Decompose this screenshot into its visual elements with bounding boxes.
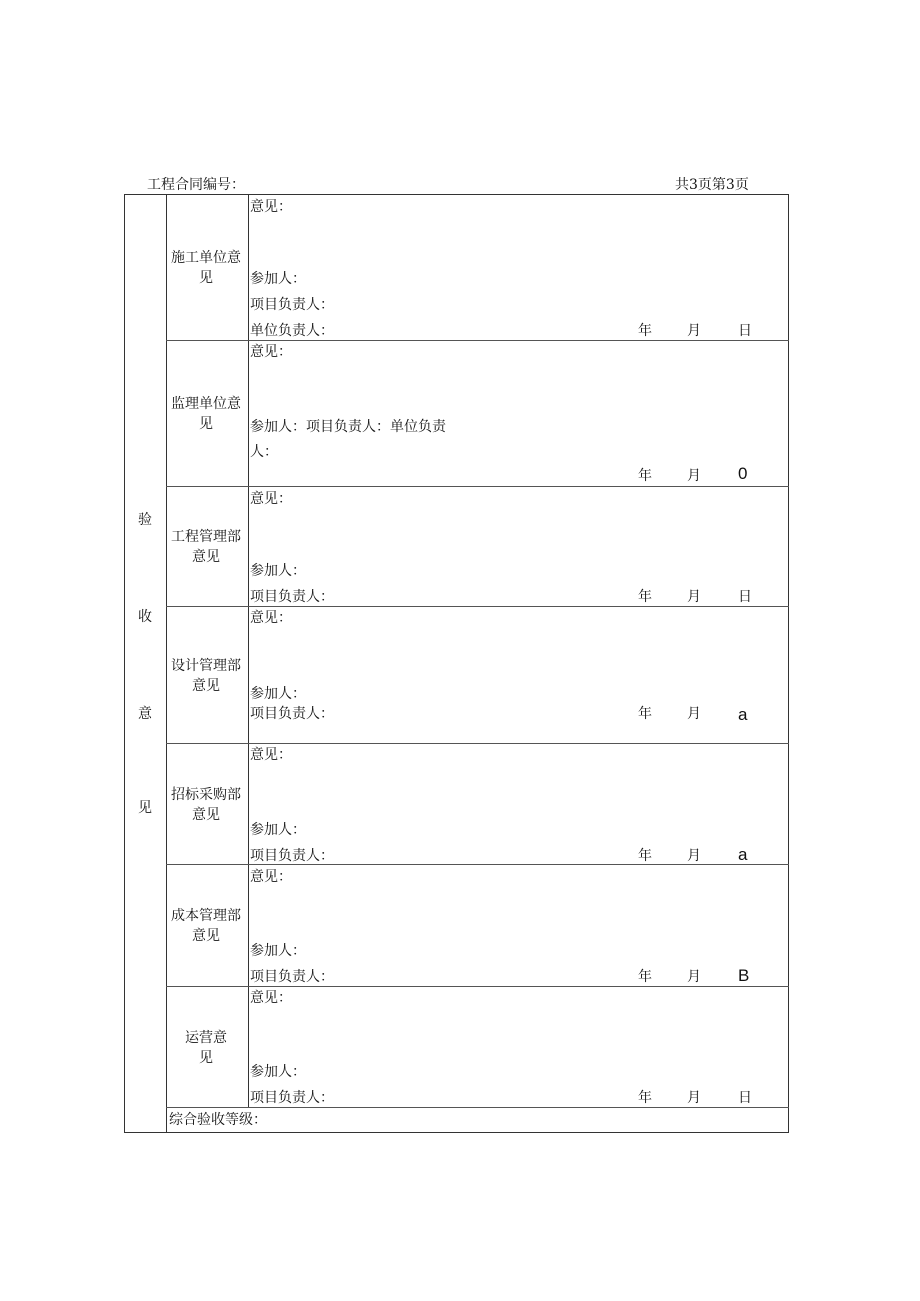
project-lead-label: 项目负责人：: [250, 969, 334, 985]
contract-number-label: 工程合同编号：: [147, 177, 245, 193]
date-day: 日: [738, 323, 752, 339]
participants-label: 参加人：: [250, 943, 306, 959]
opinion-label: 意见：: [250, 990, 292, 1006]
participants-label: 参加人：: [250, 271, 306, 287]
participants-label: 参加人：: [250, 686, 306, 702]
date-day: a: [738, 845, 748, 864]
participants-label: 参加人：: [250, 822, 306, 838]
date-month: 月: [687, 848, 701, 864]
date-month: 月: [687, 969, 701, 985]
date-month: 月: [687, 589, 701, 605]
participants-label: 参加人：: [250, 1064, 306, 1080]
date-month: 月: [687, 1090, 701, 1106]
date-day: a: [738, 705, 748, 724]
opinion-label: 意见：: [250, 344, 292, 360]
section-label: 运营意见: [185, 1030, 227, 1066]
date-day: 0: [738, 464, 748, 483]
unit-lead-label: 单位负责人：: [250, 323, 334, 339]
col-divider-2: [248, 194, 249, 1108]
project-lead-label: 项目负责人：: [250, 589, 334, 605]
date-year: 年: [638, 848, 652, 864]
date-year: 年: [638, 323, 652, 339]
row-divider: [166, 743, 789, 744]
opinion-label: 意见：: [250, 610, 292, 626]
opinion-label: 意见：: [250, 491, 292, 507]
row-divider: [166, 986, 789, 987]
section-label: 设计管理部意见: [171, 658, 241, 694]
section-label: 成本管理部意见: [171, 908, 241, 944]
row-divider: [166, 486, 789, 487]
side-label-char: 见: [138, 800, 152, 816]
side-label-char: 意: [138, 706, 152, 722]
summary-grade-label: 综合验收等级：: [169, 1112, 267, 1128]
date-month: 月: [687, 706, 701, 722]
participants-inline-cont: 人：: [250, 444, 278, 460]
date-year: 年: [638, 468, 652, 484]
project-lead-label: 项目负责人：: [250, 297, 334, 313]
section-label: 施工单位意见: [171, 250, 241, 286]
section-label: 招标采购部意见: [171, 787, 241, 823]
date-day: B: [738, 966, 750, 985]
project-lead-label: 项目负责人：: [250, 1090, 334, 1106]
section-label: 监理单位意见: [171, 396, 241, 432]
side-label-char: 收: [138, 609, 152, 625]
section-label: 工程管理部意见: [171, 529, 241, 565]
opinion-label: 意见：: [250, 199, 292, 215]
date-month: 月: [687, 468, 701, 484]
date-year: 年: [638, 706, 652, 722]
project-lead-label: 项目负责人：: [250, 706, 334, 722]
date-day: 日: [738, 1090, 752, 1106]
participants-inline: 参加人：项目负责人：单位负责: [250, 419, 446, 435]
date-day: 日: [738, 589, 752, 605]
date-year: 年: [638, 969, 652, 985]
opinion-label: 意见：: [250, 747, 292, 763]
date-year: 年: [638, 589, 652, 605]
date-month: 月: [687, 323, 701, 339]
participants-label: 参加人：: [250, 563, 306, 579]
project-lead-label: 项目负责人：: [250, 848, 334, 864]
row-divider: [166, 606, 789, 607]
row-divider: [166, 1107, 789, 1108]
row-divider: [166, 340, 789, 341]
opinion-label: 意见：: [250, 869, 292, 885]
date-year: 年: [638, 1090, 652, 1106]
side-label-char: 验: [138, 512, 152, 528]
page-info: 共3页第3页: [675, 177, 749, 193]
